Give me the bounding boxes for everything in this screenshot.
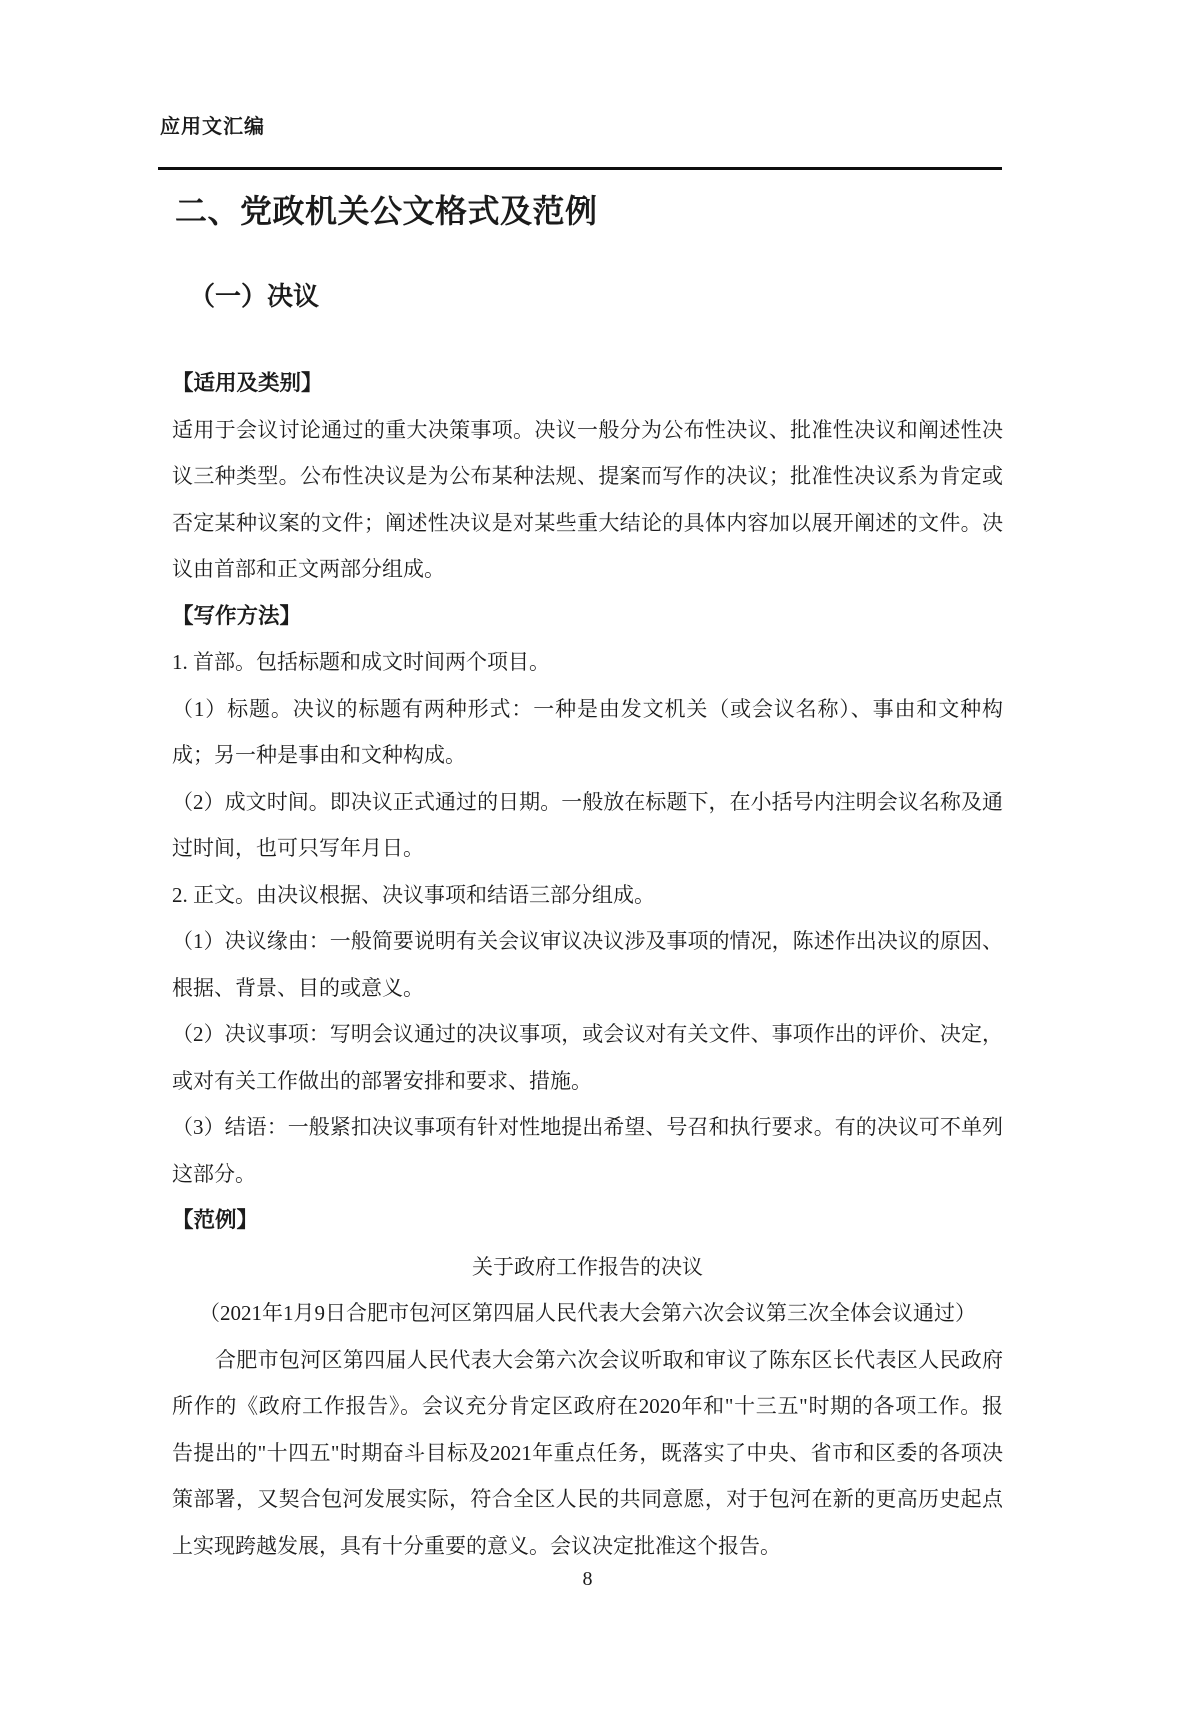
text-line: 关于政府工作报告的决议 (472, 1254, 703, 1279)
section-label: 【适用及类别】 (172, 371, 323, 395)
text-line: 议由首部和正文两部分组成。 (172, 557, 445, 581)
section-label: 【写作方法】 (172, 603, 302, 628)
text-line: 否定某种议案的文件；阐述性决议是对某些重大结论的具体内容加以展开阐述的文件。决 (172, 510, 1003, 535)
section-label: 【范例】 (172, 1208, 259, 1232)
document-body (172, 360, 1003, 1569)
text-line: （2）成文时间。即决议正式通过的日期。一般放在标题下，在小括号内注明会议名称及通 (172, 789, 1003, 814)
header-rule (158, 167, 1002, 170)
text-line: （1）标题。决议的标题有两种形式：一种是由发文机关（或会议名称）、事由和文种构 (172, 696, 1003, 721)
text-line: （2）决议事项：写明会议通过的决议事项，或会议对有关文件、事项作出的评价、决定， (172, 1022, 1003, 1046)
text-line: 2. 正文。由决议根据、决议事项和结语三部分组成。 (172, 882, 655, 907)
text-line: 或对有关工作做出的部署安排和要求、措施。 (172, 1068, 592, 1093)
text-line: 根据、背景、目的或意义。 (172, 975, 424, 1000)
text-line: （3）结语：一般紧扣决议事项有针对性地提出希望、号召和执行要求。有的决议可不单列 (172, 1115, 1003, 1139)
text-line: 合肥市包河区第四届人民代表大会第六次会议听取和审议了陈东区长代表区人民政府 (215, 1347, 1003, 1372)
text-line: 过时间，也可只写年月日。 (172, 836, 424, 860)
text-line: 告提出的"十四五"时期奋斗目标及2021年重点任务，既落实了中央、省市和区委的各项决 (172, 1440, 1003, 1465)
text-line: （1）决议缘由：一般简要说明有关会议审议决议涉及事项的情况，陈述作出决议的原因、 (172, 929, 1003, 953)
page-number: 8 (582, 1568, 593, 1590)
text-line: 这部分。 (172, 1161, 256, 1186)
text-line: 1. 首部。包括标题和成文时间两个项目。 (172, 650, 550, 674)
running-header: 应用文汇编 (160, 116, 265, 138)
text-line: 所作的《政府工作报告》。会议充分肯定区政府在2020年和"十三五"时期的各项工作。报 (172, 1394, 1003, 1418)
text-line: 上实现跨越发展，具有十分重要的意义。会议决定批准这个报告。 (172, 1533, 781, 1558)
text-line: 成；另一种是事由和文种构成。 (172, 743, 466, 767)
chapter-heading: 二、党政机关公文格式及范例 (175, 193, 598, 229)
section-heading: （一）决议 (189, 281, 320, 311)
text-line: （2021年1月9日合肥市包河区第四届人民代表大会第六次会议第三次全体会议通过） (199, 1301, 976, 1325)
text-line: 适用于会议讨论通过的重大决策事项。决议一般分为公布性决议、批准性决议和阐述性决 (172, 417, 1003, 442)
text-line: 策部署，又契合包河发展实际，符合全区人民的共同意愿，对于包河在新的更高历史起点 (172, 1487, 1003, 1511)
text-line: 议三种类型。公布性决议是为公布某种法规、提案而写作的决议；批准性决议系为肯定或 (172, 464, 1003, 488)
